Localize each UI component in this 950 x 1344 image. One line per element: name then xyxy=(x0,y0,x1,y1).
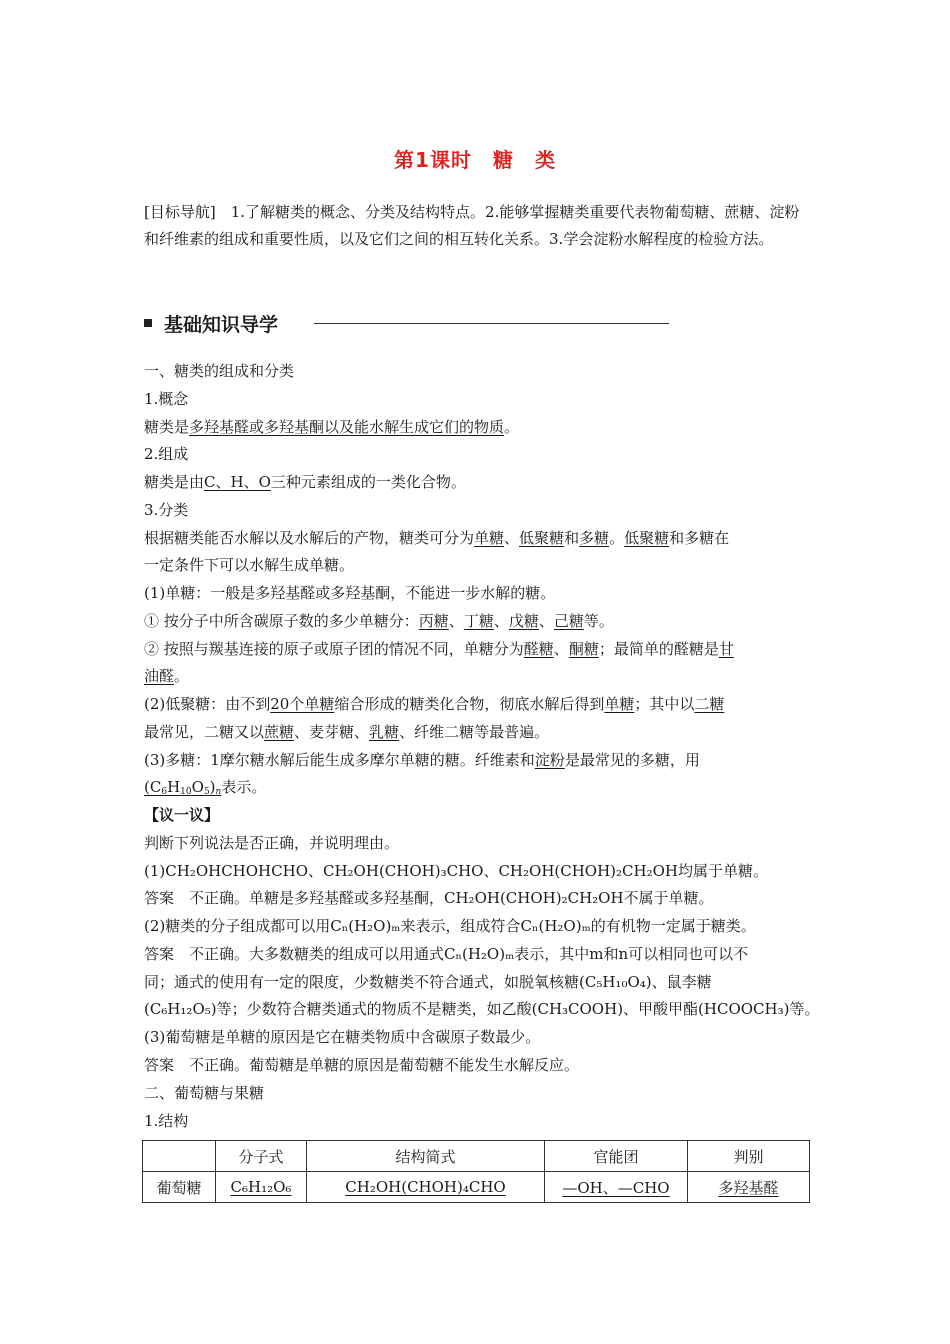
table-row xyxy=(143,1172,810,1203)
table-cell: 多羟基醛 xyxy=(688,1172,810,1203)
table-cell: C₆H₁₂O₆ xyxy=(216,1172,307,1203)
concept-text: 糖类是多羟基醛或多羟基酮以及能水解生成它们的物质。 xyxy=(144,418,520,436)
monosaccharide-by-carbonyl-cont: 油醛。 xyxy=(144,667,190,685)
discussion-heading: 【议一议】 xyxy=(144,806,220,824)
question-2: (2)糖类的分子组成都可以用Cₙ(H₂O)ₘ来表示，组成符合Cₙ(H₂O)ₘ的有机物一定属于糖类。 xyxy=(144,917,756,935)
question-1: (1)CH₂OHCHOHCHO、CH₂OH(CHOH)₃CHO、CH₂OH(CHOH)₂CH₂OH均属于单糖。 xyxy=(144,862,769,880)
square-bullet-icon xyxy=(144,319,152,327)
subheading-structure: 1.结构 xyxy=(144,1112,189,1130)
subheading-classification: 3.分类 xyxy=(144,501,189,519)
answer-3: 答案 不正确。葡萄糖是单糖的原因是葡萄糖不能发生水解反应。 xyxy=(144,1056,580,1074)
monosaccharide-def: (1)单糖：一般是多羟基醛或多羟基酮，不能进一步水解的糖。 xyxy=(144,584,556,602)
answer-2-cont: 同；通式的使用有一定的限度，少数糖类不符合通式，如脱氧核糖(C₅H₁₀O₄)、鼠李糖 xyxy=(144,973,712,991)
structure-table xyxy=(142,1140,810,1203)
heading-composition: 一、糖类的组成和分类 xyxy=(144,362,295,380)
page-title: 第1课时 糖 类 xyxy=(394,148,556,172)
table-header: 官能团 xyxy=(545,1141,688,1172)
objectives-text: 1.了解糖类的概念、分类及结构特点。2.能够掌握糖类重要代表物葡萄糖、蔗糖、淀粉和纤维素的组成和重要性质，以及它们之间的相互转化关系。3.学会淀粉水解程度的检验方法。 xyxy=(144,203,800,248)
classification-text: 根据糖类能否水解以及水解后的产物，糖类可分为单糖、低聚糖和多糖。低聚糖和多糖在 xyxy=(144,529,730,547)
blank-answer: 多羟基醛或多羟基酮以及能水解生成它们的物质 xyxy=(189,418,505,436)
monosaccharide-by-carbon: ① 按分子中所含碳原子数的多少单糖分：丙糖、丁糖、戊糖、己糖等。 xyxy=(144,612,614,630)
table-header: 结构简式 xyxy=(307,1141,545,1172)
table-cell: —OH、—CHO xyxy=(545,1172,688,1203)
table-header: 分子式 xyxy=(216,1141,307,1172)
table-cell: 葡萄糖 xyxy=(143,1172,216,1203)
composition-text: 糖类是由C、H、O三种元素组成的一类化合物。 xyxy=(144,473,466,491)
section-rule xyxy=(314,323,669,324)
polysaccharide-def: (3)多糖：1摩尔糖水解后能生成多摩尔单糖的糖。纤维素和淀粉是最常见的多糖，用 xyxy=(144,751,700,769)
answer-2-cont2: (C₆H₁₂O₅)等；少数符合糖类通式的物质不是糖类，如乙酸(CH₃COOH)、甲酸甲酯(HCOOCH₃)等。 xyxy=(144,1000,820,1018)
heading-glucose-fructose: 二、葡萄糖与果糖 xyxy=(144,1084,265,1102)
table-cell: CH₂OH(CHOH)₄CHO xyxy=(307,1172,545,1203)
subheading-concept: 1.概念 xyxy=(144,390,189,408)
blank-answer: C、H、O xyxy=(204,473,271,491)
objectives-label: [目标导航] xyxy=(144,203,216,221)
classification-text-cont: 一定条件下可以水解生成单糖。 xyxy=(144,556,355,574)
polysaccharide-def-cont: $(C_6H_{10}O_5)_n$表示。 xyxy=(144,778,267,797)
oligosaccharide-def-cont: 最常见，二糖又以蔗糖、麦芽糖、乳糖、纤维二糖等最普遍。 xyxy=(144,723,550,741)
section-heading xyxy=(144,310,534,336)
table-header xyxy=(143,1141,216,1172)
table-header: 判别 xyxy=(688,1141,810,1172)
learning-objectives xyxy=(144,199,809,253)
answer-1: 答案 不正确。单糖是多羟基醛或多羟基酮，CH₂OH(CHOH)₂CH₂OH不属于单糖。 xyxy=(144,889,714,907)
discussion-prompt: 判断下列说法是否正确，并说明理由。 xyxy=(144,834,400,852)
question-3: (3)葡萄糖是单糖的原因是它在糖类物质中含碳原子数最少。 xyxy=(144,1028,541,1046)
subheading-composition: 2.组成 xyxy=(144,445,189,463)
oligosaccharide-def: (2)低聚糖：由不到20个单糖缩合形成的糖类化合物，彻底水解后得到单糖；其中以二糖 xyxy=(144,695,725,713)
answer-2: 答案 不正确。大多数糖类的组成可以用通式Cₙ(H₂O)ₘ表示，其中m和n可以相同也可以不 xyxy=(144,945,749,963)
table-header-row xyxy=(143,1141,810,1172)
monosaccharide-by-carbonyl: ② 按照与羰基连接的原子或原子团的情况不同，单糖分为醛糖、酮糖；最简单的醛糖是甘 xyxy=(144,640,734,658)
section-heading-text: 基础知识导学 xyxy=(164,314,279,336)
formula-blank: $(C_6H_{10}O_5)_n$ xyxy=(144,778,222,797)
